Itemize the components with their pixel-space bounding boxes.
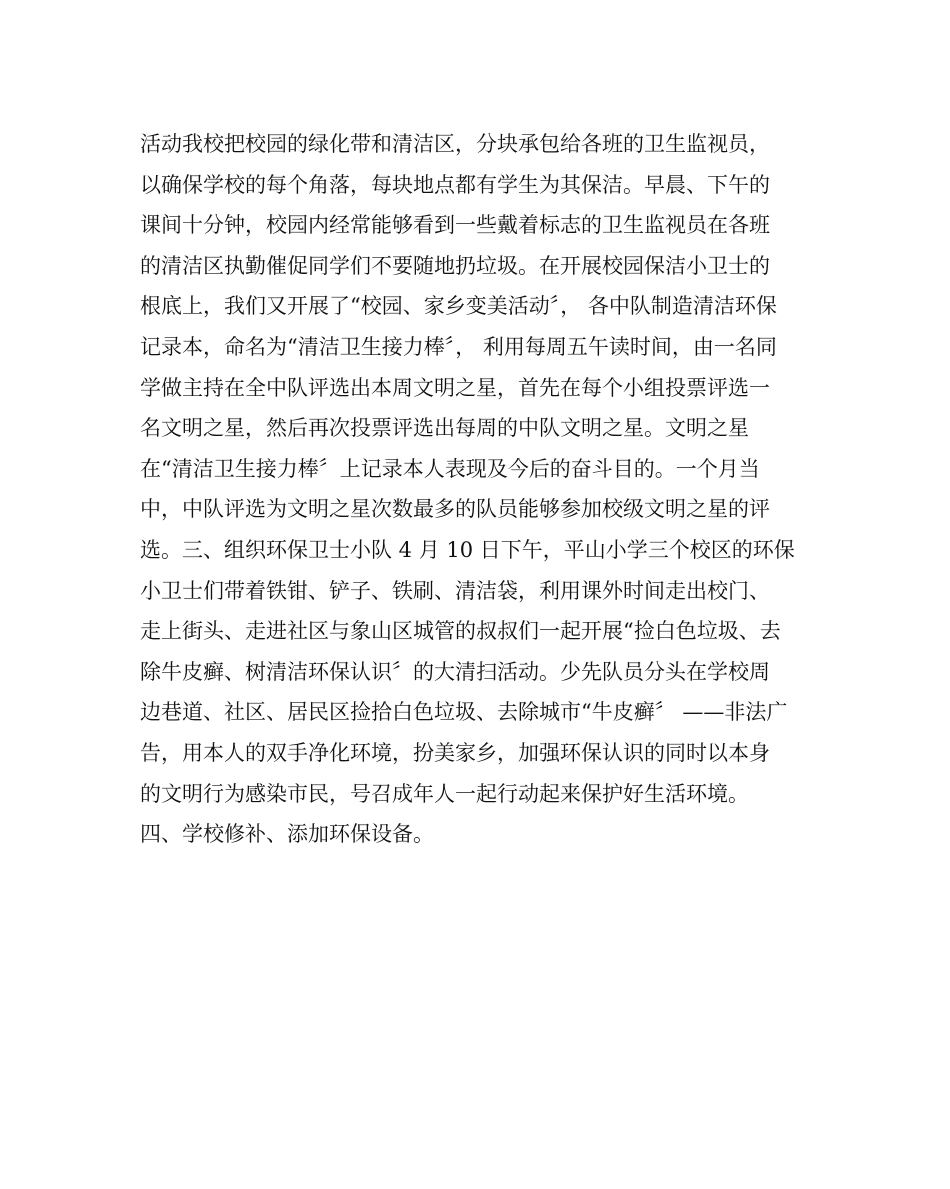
text-line: 选。三、组织环保卫士小队 4 月 10 日下午，平山小学三个校区的环保	[140, 537, 795, 562]
text-line: 小卫士们带着铁钳、铲子、铁刷、清洁袋，利用课外时间走出校门、	[140, 578, 770, 603]
text-line: 除牛皮癣、树清洁环保认识〞的大清扫活动。少先队员分头在学校周	[140, 659, 770, 684]
text-line: 走上街头、走进社区与象山区城管的叔叔们一起开展“捡白色垃圾、去	[140, 619, 781, 644]
text-line: 活动我校把校园的绿化带和清洁区，分块承包给各班的卫生监视员，	[140, 132, 770, 156]
text-line: 四、学校修补、添加环保设备。	[140, 822, 434, 847]
text-line: 在“清洁卫生接力棒〞上记录本人表现及今后的奋斗目的。一个月当	[140, 456, 760, 481]
text-line: 名文明之星，然后再次投票评选出每周的中队文明之星。文明之星	[140, 416, 749, 441]
text-line: 的文明行为感染市民，号召成年人一起行动起来保护好生活环境。	[140, 781, 749, 806]
text-line: 根底上，我们又开展了“校园、家乡变美活动〞， 各中队制造清洁环保	[140, 294, 777, 319]
text-line: 边巷道、社区、居民区捡拾白色垃圾、去除城市“牛皮癣〞 ——非法广	[140, 700, 788, 725]
text-line: 课间十分钟，校园内经常能够看到一些戴着标志的卫生监视员在各班	[140, 213, 770, 238]
text-line: 学做主持在全中队评选出本周文明之星，首先在每个小组投票评选一	[140, 375, 770, 400]
text-line: 以确保学校的每个角落，每块地点都有学生为其保洁。早晨、下午的	[140, 172, 770, 197]
text-line: 的清洁区执勤催促同学们不要随地扔垃圾。在开展校园保洁小卫士的	[140, 253, 770, 278]
body-text	[140, 124, 840, 855]
text-line: 告，用本人的双手净化环境，扮美家乡，加强环保认识的同时以本身	[140, 740, 770, 765]
text-line: 中，中队评选为文明之星次数最多的队员能够参加校级文明之星的评	[140, 497, 770, 522]
text-line: 记录本，命名为“清洁卫生接力棒〞， 利用每周五午读时间，由一名同	[140, 334, 777, 359]
